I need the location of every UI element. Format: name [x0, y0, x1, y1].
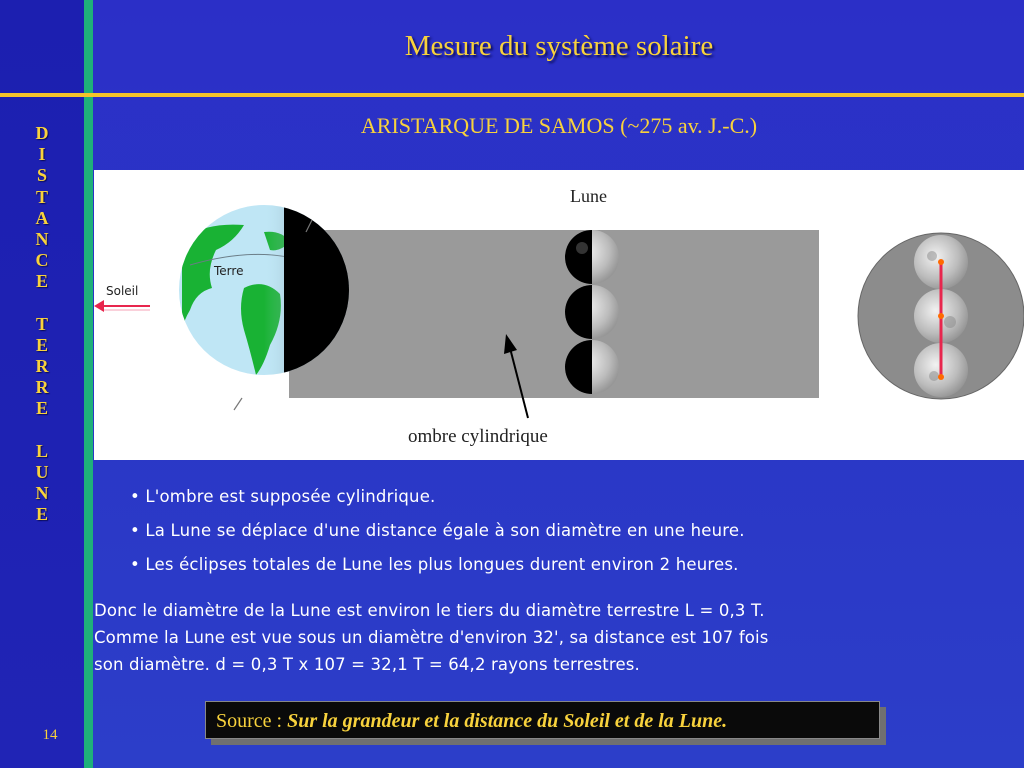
moon-in-shadow [565, 230, 619, 284]
side-letter: C [35, 250, 49, 271]
shadow-label: ombre cylindrique [408, 426, 548, 447]
side-letter: N [35, 483, 49, 504]
paragraph-line: Comme la Lune est vue sous un diamètre d'environ 32', sa distance est 107 fois [94, 628, 769, 647]
side-letter: D [35, 123, 49, 143]
bullet-list [130, 486, 745, 588]
side-letter: E [35, 334, 48, 355]
moon-in-shadow [565, 285, 619, 339]
paragraph-line: Donc le diamètre de la Lune est environ le tiers du diamètre terrestre L = 0,3 T. [94, 601, 765, 620]
conclusion-paragraph [94, 597, 1024, 678]
side-letter: T [35, 313, 48, 334]
sun-label: Soleil [106, 284, 139, 298]
vertical-side-title [0, 123, 84, 526]
side-letter [0, 420, 84, 441]
moon-in-shadow [565, 340, 619, 394]
side-letter: E [35, 271, 48, 292]
slide-subtitle: ARISTARQUE DE SAMOS (~275 av. J.-C.) [360, 113, 758, 138]
title-rule [0, 93, 1024, 97]
eclipse-diagram [94, 170, 1024, 460]
bullet-item: • La Lune se déplace d'une distance égale à son diamètre en une heure. [130, 521, 745, 540]
side-letter [0, 293, 84, 314]
side-letter: T [35, 186, 48, 207]
cylindrical-shadow [289, 230, 819, 398]
green-vertical-bar [84, 0, 93, 768]
page-number: 14 [42, 727, 58, 743]
side-letter: R [35, 356, 49, 377]
side-letter: L [35, 440, 48, 461]
side-letter: N [35, 228, 49, 249]
bullet-item: • Les éclipses totales de Lune les plus longues durent environ 2 heures. [130, 555, 739, 574]
source-title: Sur la grandeur et la distance du Soleil et de la Lune. [287, 710, 728, 732]
moon-label: Lune [570, 186, 607, 206]
side-letter: S [36, 165, 47, 186]
earth-label: Terre [214, 264, 244, 278]
source-citation [205, 701, 880, 739]
sun-direction-arrow [94, 300, 150, 312]
slide-title: Mesure du système solaire [404, 30, 714, 62]
bullet-item: • L'ombre est supposée cylindrique. [130, 487, 436, 506]
paragraph-line: son diamètre. d = 0,3 T x 107 = 32,1 T = 64,2 rayons terrestres. [94, 655, 640, 674]
side-letter: E [35, 398, 48, 419]
side-letter: I [38, 144, 46, 165]
moon-diameter-inset [858, 233, 1024, 399]
side-letter: U [35, 462, 49, 482]
side-letter: R [35, 377, 49, 398]
side-letter: E [35, 504, 48, 525]
source-prefix: Source : [216, 710, 288, 732]
side-letter: A [35, 207, 49, 228]
